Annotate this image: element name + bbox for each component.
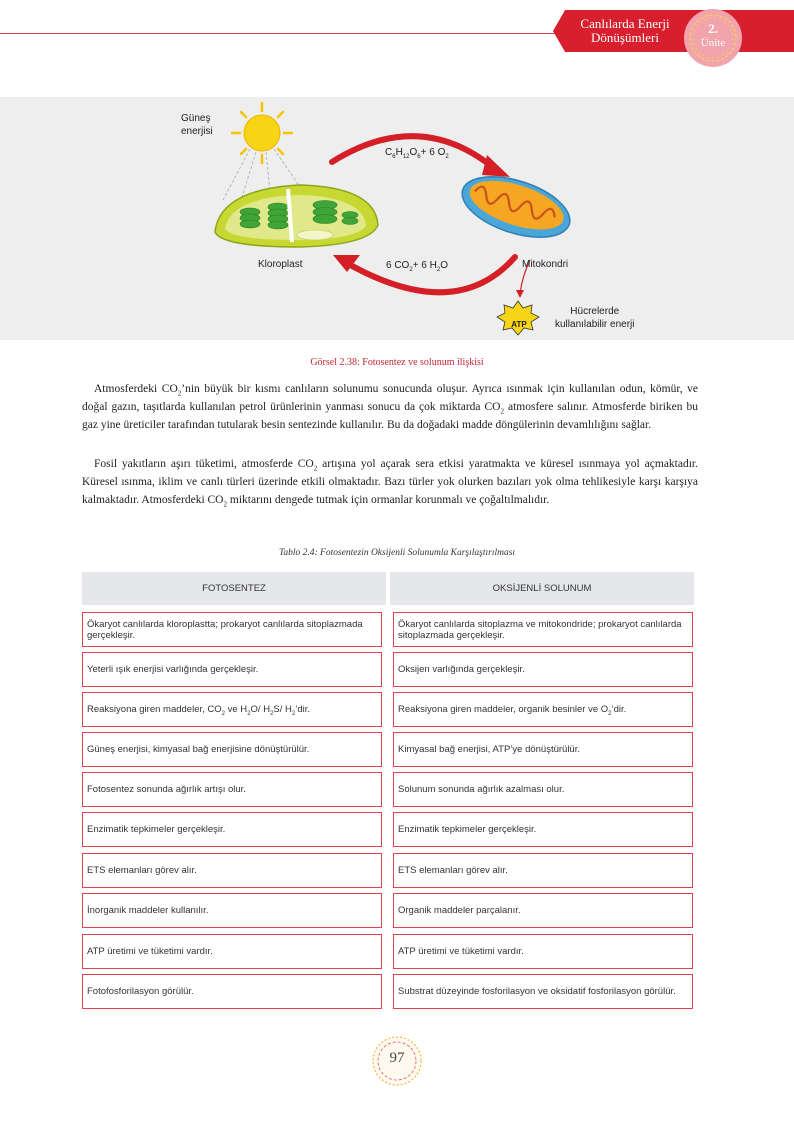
mitochondria-icon	[455, 165, 578, 249]
table-cell-photosynthesis-9: ATP üretimi ve tüketimi vardır.	[82, 934, 382, 969]
table-cell-respiration-4: Kimyasal bağ enerjisi, ATP’ye dönüştürülür.	[393, 732, 693, 767]
unit-label: Ünite	[700, 37, 726, 49]
sun-label-line1: Güneş	[181, 113, 211, 124]
table-cell-respiration-10: Substrat düzeyinde fosforilasyon ve oksidatif fosforilasyon görülür.	[393, 974, 693, 1009]
chloroplast-icon	[215, 185, 378, 247]
table-cell-photosynthesis-2: Yeterli ışık enerjisi varlığında gerçekleşir.	[82, 652, 382, 687]
table-cell-respiration-7: ETS elemanları görev alır.	[393, 853, 693, 888]
column-header-photosynthesis: FOTOSENTEZ	[82, 572, 386, 605]
chloroplast-label: Kloroplast	[258, 259, 303, 270]
atp-energy-label	[555, 305, 634, 331]
sun-label-line2: enerjisi	[181, 126, 213, 137]
table-cell-photosynthesis-1: Ökaryot canlılarda kloroplastta; prokaryot canlılarda sitoplazmada gerçekleşir.	[82, 612, 382, 647]
paragraph-2: Fosil yakıtların aşırı tüketimi, atmosferde $CO_2$ artışına yol açarak sera etkisi yaratmakta ve küresel ısınmaya yol açmaktadır. Küresel ısınma, iklim ve canlı türleri üzerinde etkili olmaktadır. Bazı türler yok olurken bazıları yok olma tehlikesiyle karşı karşıya kalmaktadır. Atmosferdeki $CO_2$ miktarını dengede tutmak için ormanlar korunmalı ve çoğaltılmalıdır.	[82, 458, 698, 509]
table-cell-respiration-5: Solunum sonunda ağırlık azalması olur.	[393, 772, 693, 807]
formula-co2-water: 6 $CO_2+ 6$ $H_2O$	[386, 260, 448, 273]
chapter-title	[566, 17, 684, 45]
paragraph-1: Atmosferdeki $CO_2’nin$ büyük bir kısmı canlıların solunumu sonucunda oluşur. Ayrıca ısınmak için kullanılan odun, kömür, ve doğal gazın, taşıtlarda kullanılan petrol ürünlerinin yanması sonucu da çok miktarda $CO_2$ atmosfere salınır. Atmosferde biriken bu gaz yine üreticiler tarafından tutularak besin sentezinde kullanılır. Bu da doğadaki madde döngülerinin devamlılığını sağlar.	[82, 383, 698, 431]
table-cell-photosynthesis-4: Güneş enerjisi, kimyasal bağ enerjisine dönüştürülür.	[82, 732, 382, 767]
table-cell-respiration-9: ATP üretimi ve tüketimi vardır.	[393, 934, 693, 969]
formula-glucose-oxygen: $C_6H_{12}O_6+ 6$ $O_2$	[385, 147, 449, 160]
mitochondria-label: Mitokondri	[522, 259, 569, 270]
table-cell-photosynthesis-8: İnorganik maddeler kullanılır.	[82, 893, 382, 928]
table-cell-respiration-2: Oksijen varlığında gerçekleşir.	[393, 652, 693, 687]
table-cell-photosynthesis-6: Enzimatik tepkimeler gerçekleşir.	[82, 812, 382, 847]
table-title: Tablo 2.4: Fotosentezin Oksijenli Solunumla Karşılaştırılması	[278, 548, 516, 558]
chapter-title-line2: Dönüşümleri	[591, 30, 659, 45]
table-cell-photosynthesis-10: Fotofosforilasyon görülür.	[82, 974, 382, 1009]
table-cell-photosynthesis-3: Reaksiyona giren maddeler, $CO_2$ ve $H_2O/$ $H_2S/$ $H_2’dir$.	[82, 692, 382, 727]
photosynthesis-respiration-diagram	[0, 97, 794, 340]
table-cell-photosynthesis-7: ETS elemanları görev alır.	[82, 853, 382, 888]
sun-icon	[232, 103, 292, 163]
sun-label	[181, 112, 213, 138]
chapter-title-line1: Canlılarda Enerji	[580, 16, 670, 31]
unit-number: 2.	[708, 21, 718, 36]
table-cell-respiration-6: Enzimatik tepkimeler gerçekleşir.	[393, 812, 693, 847]
atp-energy-line2: kullanılabilir enerji	[555, 319, 635, 330]
table-cell-respiration-3: Reaksiyona giren maddeler, organik besinler ve $O_2’dir$.	[393, 692, 693, 727]
table-cell-photosynthesis-5: Fotosentez sonunda ağırlık artışı olur.	[82, 772, 382, 807]
table-cell-respiration-8: Organik maddeler parçalanır.	[393, 893, 693, 928]
figure-caption: Görsel 2.38: Fotosentez ve solunum ilişkisi	[310, 357, 484, 368]
atp-badge: ATP	[511, 320, 527, 329]
column-header-respiration: OKSİJENLİ SOLUNUM	[390, 572, 694, 605]
atp-energy-line1: Hücrelerde	[570, 306, 620, 317]
header-rule	[0, 33, 600, 34]
table-cell-respiration-1: Ökaryot canlılarda sitoplazma ve mitokondride; prokaryot canlılarda sitoplazmada gerçekleşir.	[393, 612, 693, 647]
page-number: 97	[389, 1050, 405, 1066]
